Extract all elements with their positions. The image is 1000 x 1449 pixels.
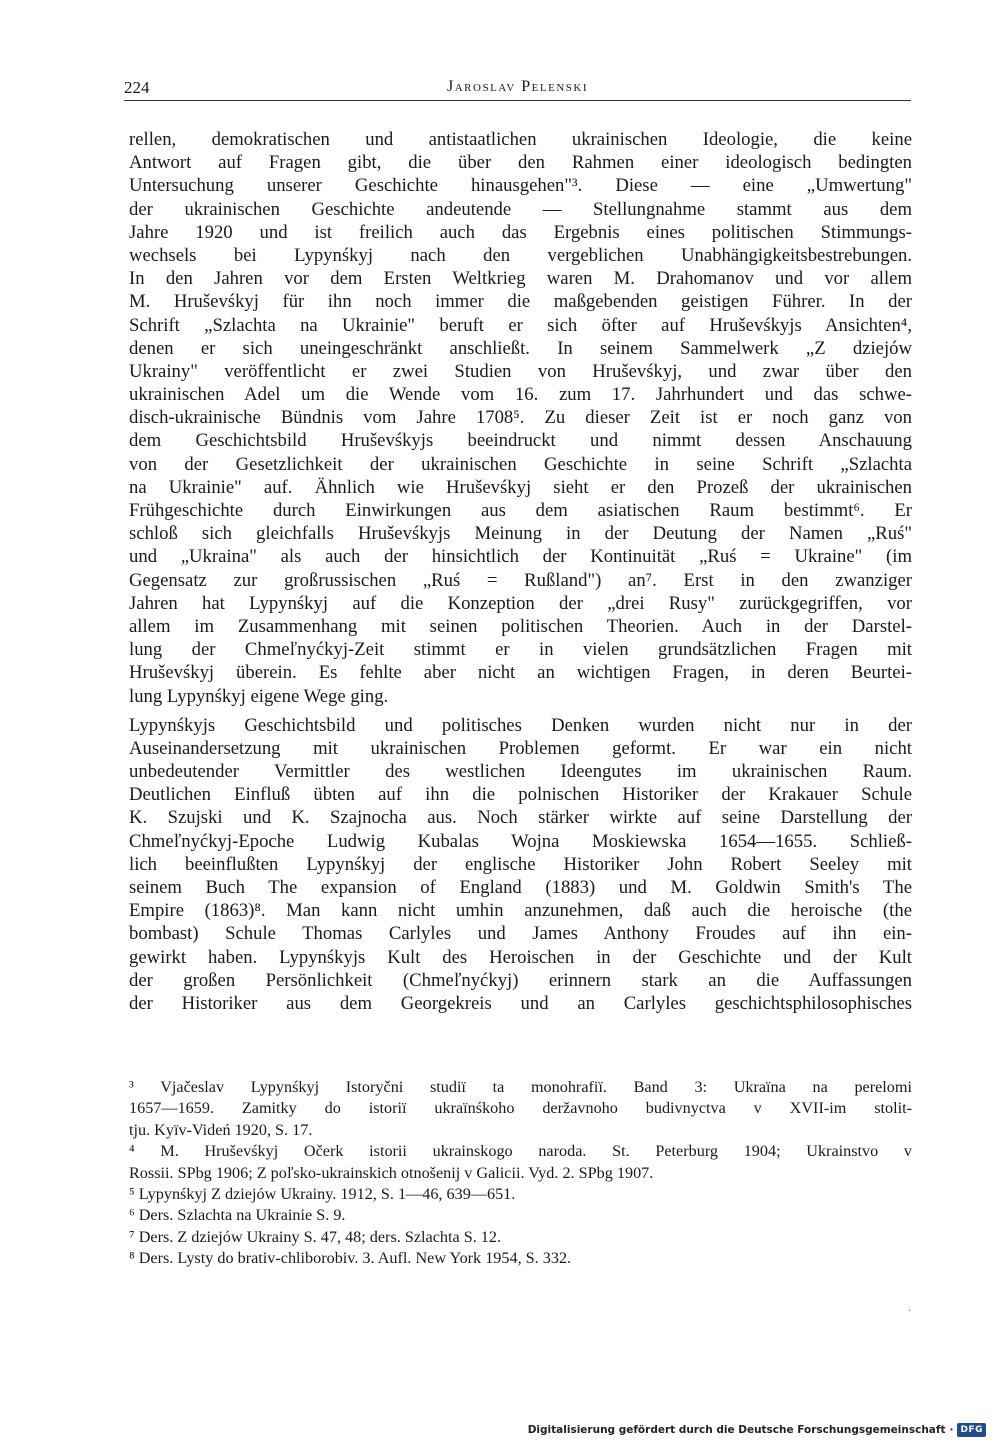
credit-separator: · [949,1424,954,1436]
body-line: der Historiker aus dem Georgekreis und an Carlyles geschichtsphilosophisches [129,992,912,1014]
body-line: Jahren hat Lypynśkyj auf die Konzeption der „drei Rusy" zurückgegriffen, vor [129,592,912,614]
body-line: allem im Zusammenhang mit seinen politischen Theorien. Auch in der Darstel- [129,615,912,637]
footnote-line: ⁷ Ders. Z dziejów Ukrainy S. 47, 48; ders. Szlachta S. 12. [129,1227,502,1246]
body-line: Jahre 1920 und ist freilich auch das Ergebnis eines politischen Stimmungs- [129,221,912,243]
body-line: Lypynśkyjs Geschichtsbild und politisches Denken wurden nicht nur in der [129,714,912,736]
body-line: dem Geschichtsbild Hruševśkyjs beeindruckt und nimmt dessen Anschauung [129,430,912,452]
footnote-line: ³ Vjačeslav Lypynśkyj Istoryčni studiï ta monohrafiï. Band 3: Ukraïna na perelomi [129,1078,912,1096]
body-line: unbedeutender Vermittler des westlichen Ideengutes im ukrainischen Raum. [129,761,912,783]
body-line: disch-ukrainische Bündnis vom Jahre 1708⁵. Zu dieser Zeit ist er noch ganz von [129,407,912,429]
body-line: In den Jahren vor dem Ersten Weltkrieg waren M. Drahomanov und vor allem [129,268,912,290]
body-line: Hruševśkyj überein. Es fehlte aber nicht an wichtigen Fragen, in deren Beurtei- [129,662,912,684]
body-line: der großen Persönlichkeit (Chmeľnyćkyj) erinnern stark an die Auffassungen [129,969,912,991]
body-line: lung Lypynśkyj eigene Wege ging. [129,685,389,707]
body-line: M. Hruševśkyj für ihn noch immer die maßgebenden geistigen Führer. In der [129,291,912,313]
body-line: wechsels bei Lypynśkyj nach den vergeblichen Unabhängigkeitsbestrebungen. [129,244,912,266]
scan-speck: · [908,1306,912,1317]
body-line: lich beeinflußten Lypynśkyj der englische Historiker John Robert Seeley mit [129,853,912,875]
page-number: 224 [124,78,150,97]
footnote-line: tju. Kyïv-Videń 1920, S. 17. [129,1120,313,1139]
body-line: Frühgeschichte durch Einwirkungen aus dem asiatischen Raum bestimmt⁶. Er [129,500,912,521]
body-line: von der Gesetzlichkeit der ukrainischen Geschichte in seine Schrift „Szlachta [129,453,912,475]
footnote-line: Rossii. SPbg 1906; Z poľsko-ukrainskich otnošenij v Galicii. Vyd. 2. SPbg 1907. [129,1163,654,1182]
body-line: ukrainischen Adel um die Wende vom 16. zum 17. Jahrhundert und das schwe- [129,384,912,406]
footnote-line: ⁴ M. Hruševśkyj Očerk istorii ukrainskogo naroda. St. Peterburg 1904; Ukrainstvo v [129,1142,912,1161]
body-line: bombast) Schule Thomas Carlyles und James Anthony Froudes auf ihn ein- [129,923,912,945]
body-line: schloß sich gleichfalls Hruševśkyjs Meinung in der Deutung der Namen „Ruś" [129,523,912,545]
body-line: Deutlichen Einfluß übten auf ihn die polnischen Historiker der Krakauer Schule [129,784,912,806]
body-line: Untersuchung unserer Geschichte hinausgehen"³. Diese — eine „Umwertung" [129,175,912,197]
digitization-credit [528,1421,986,1439]
page-header [124,78,911,101]
footnotes [129,1077,912,1270]
body-line: Ukrainy" veröffentlicht er zwei Studien von Hruševśkyj, und zwar über den [129,360,912,382]
body-line: rellen, demokratischen und antistaatlichen ukrainischen Ideologie, die keine [129,129,912,150]
body-line: Schrift „Szlachta na Ukrainie" beruft er sich öfter auf Hruševśkyjs Ansichten⁴, [129,314,912,336]
footnote-line: ⁵ Lypynśkyj Z dziejów Ukrainy. 1912, S. 1—46, 639—651. [129,1184,516,1203]
dfg-logo-icon: DFG [957,1423,986,1437]
body-line: Empire (1863)⁸. Man kann nicht umhin anzunehmen, daß auch die heroische (the [129,900,912,922]
body-line: gewirkt haben. Lypynśkyjs Kult des Heroischen in der Geschichte und der Kult [129,946,912,968]
body-line: na Ukrainie" auf. Ähnlich wie Hruševśkyj sieht er den Prozeß der ukrainischen [129,476,912,498]
body-line: Gegensatz zur großrussischen „Ruś = Rußland") an⁷. Erst in den zwanziger [129,569,912,591]
body-text [129,128,912,1015]
running-title: Jaroslav Pelenski [447,78,588,95]
body-line: Auseinandersetzung mit ukrainischen Problemen geformt. Er war ein nicht [129,737,912,759]
footnote-line: ⁶ Ders. Szlachta na Ukrainie S. 9. [129,1206,346,1225]
body-line: Antwort auf Fragen gibt, die über den Rahmen einer ideologisch bedingten [129,152,912,174]
footnote-line: ⁸ Ders. Lysty do brativ-chliborobiv. 3. Aufl. New York 1954, S. 332. [129,1249,572,1268]
body-line: und „Ukraina" als auch der hinsichtlich der Kontinuität „Ruś = Ukraine" (im [129,546,912,568]
body-line: seinem Buch The expansion of England (1883) und M. Goldwin Smith's The [129,877,912,898]
body-line: Chmeľnyćkyj-Epoche Ludwig Kubalas Wojna Moskiewska 1654—1655. Schließ- [129,830,912,852]
credit-text: Digitalisierung gefördert durch die Deutsche Forschungsgemeinschaft [527,1424,946,1436]
footnote-line: 1657—1659. Zamitky do istoriï ukraïnśkoho deržavnoho budivnyctva v XVII-im stolit- [129,1099,912,1118]
body-line: K. Szujski und K. Szajnocha aus. Noch stärker wirkte auf seine Darstellung der [129,807,912,829]
body-line: der ukrainischen Geschichte andeutende — Stellungnahme stammt aus dem [129,198,912,220]
body-line: denen er sich uneingeschränkt anschließt. In seinem Sammelwerk „Z dziejów [129,337,912,359]
body-line: lung der Chmeľnyćkyj-Zeit stimmt er in vielen grundsätzlichen Fragen mit [129,639,912,661]
